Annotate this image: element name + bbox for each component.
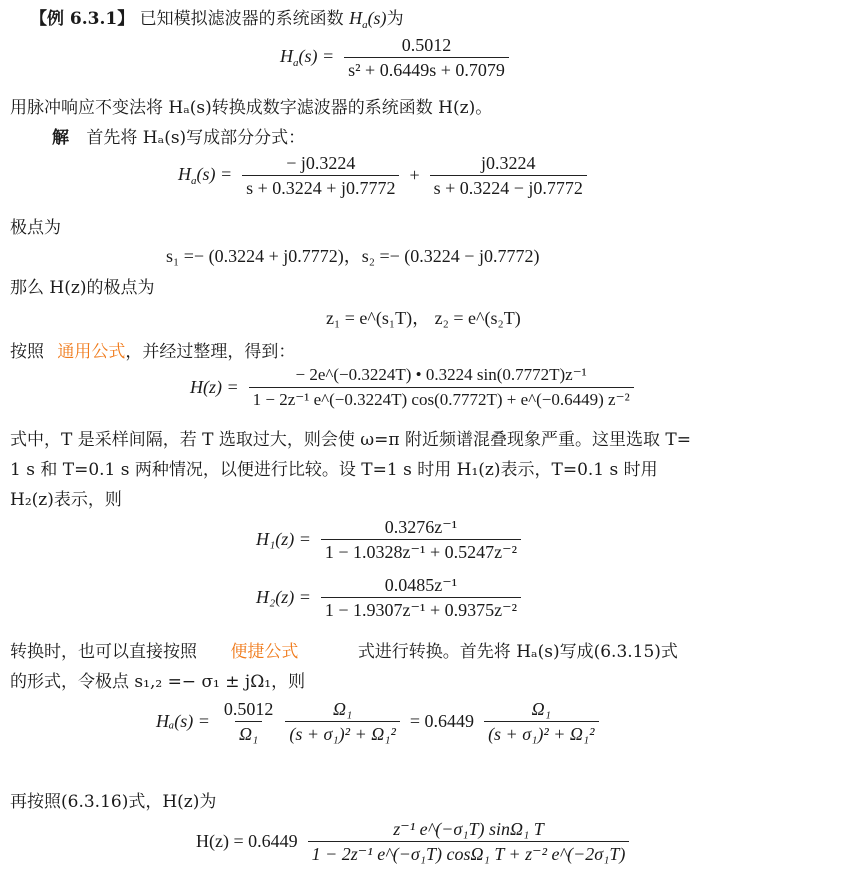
equation-pf-num-2: j0.3224 [481, 153, 536, 173]
equation-ha-standard [156, 698, 603, 745]
equation-h2 [256, 574, 525, 621]
equation-ha-num: 0.5012 [401, 35, 452, 55]
paragraph-line-2: 1 s 和 T=0.1 s 两种情况，以便进行比较。设 T=1 s 时用 H₁(z)表示，T=0.1 s 时用 [10, 460, 658, 480]
shortcut-formula-link[interactable]: 便捷公式 [230, 642, 299, 662]
equation-ha-standard-lhs: Hₐ(s) = [156, 711, 210, 731]
ha-symbol: $H_a(s)$ [349, 8, 387, 31]
equation-h2-lhs: H₂(z) = [256, 587, 311, 607]
method-line: 用脉冲响应不变法将 Hₐ(s)转换成数字滤波器的系统函数 H(z)。 [10, 98, 493, 118]
poles-label: 极点为 [10, 218, 61, 238]
example-intro-line [30, 6, 404, 37]
equation-partial-fractions [178, 152, 591, 199]
equation-ha [280, 34, 513, 81]
hz-poles-equation: z₁ = e^(s₁T)， z₂ = e^(s₂T) [326, 308, 521, 328]
hz-poles-label: 那么 H(z)的极点为 [10, 278, 155, 298]
eq5-f2-den: (s + σ₁)² + Ω₁² [285, 721, 400, 745]
example-intro-end: 为 [386, 9, 404, 29]
solution-text: 首先将 Hₐ(s)写成部分分式： [86, 128, 306, 148]
equation-ha-standard-fraction-2 [285, 698, 400, 745]
equation-pf-den-1: s + 0.3224 + j0.7772 [242, 175, 399, 199]
equation-ha-fraction [344, 34, 509, 81]
equation-h2-den: 1 − 1.9307z⁻¹ + 0.9375z⁻² [321, 597, 521, 621]
equation-ha-standard-fraction-3 [484, 698, 599, 745]
solution-line [52, 126, 305, 150]
paragraph-line-1: 式中，T 是采样间隔，若 T 选取过大，则会使 ω=π 附近频谱混叠现象严重。这里选取 T= [10, 430, 691, 450]
equation-h1-den: 1 − 1.0328z⁻¹ + 0.5247z⁻² [321, 539, 521, 563]
eq5-mid: = 0.6449 [409, 711, 475, 731]
convert-line-2: 的形式，令极点 s₁,₂ =− σ₁ ± jΩ₁，则 [10, 672, 306, 692]
equation-pf-fraction-1 [242, 152, 399, 199]
general-pre: 按照 [10, 342, 44, 362]
convert-post: 式进行转换。首先将 Hₐ(s)写成(6.3.15)式 [357, 642, 678, 662]
equation-hz-fraction [249, 364, 634, 411]
example-tag: 【例 6.3.1】 [30, 9, 135, 29]
general-formula-link[interactable]: 通用公式 [57, 342, 126, 362]
equation-hz-lhs: H(z) = [190, 377, 239, 397]
poles-equation: s₁ =− (0.3224 + j0.7772)，s₂ =− (0.3224 − j0.7772) [166, 246, 540, 266]
general-formula-line [10, 340, 295, 364]
equation-hz-final-fraction [308, 818, 630, 865]
paragraph-line-3: H₂(z)表示，则 [10, 490, 122, 510]
equation-hz-num: − 2e^(−0.3224T) • 0.3224 sin(0.7772T)z⁻¹ [295, 365, 587, 384]
plus-sign: + [409, 165, 420, 185]
equation-hz [190, 364, 638, 411]
equation-hz-final-lhs: H(z) = 0.6449 [196, 831, 298, 851]
eq5-f3-num: Ω₁ [531, 699, 551, 719]
equation-h2-num: 0.0485z⁻¹ [384, 575, 458, 595]
equation-ha-den: s² + 0.6449s + 0.7079 [344, 57, 509, 81]
final-label: 再按照(6.3.16)式，H(z)为 [10, 792, 217, 812]
equation-hz-final [196, 818, 633, 865]
eq5-f1-num: 0.5012 [223, 699, 274, 719]
eq5-f3-den: (s + σ₁)² + Ω₁² [484, 721, 599, 745]
general-post: ，并经过整理，得到： [125, 342, 296, 362]
equation-h1 [256, 516, 525, 563]
example-intro-text: 已知模拟滤波器的系统函数 [139, 9, 350, 29]
equation-pf-den-2: s + 0.3224 − j0.7772 [430, 175, 587, 199]
equation-h1-fraction [321, 516, 521, 563]
equation-h2-fraction [321, 574, 521, 621]
equation-pf-fraction-2 [430, 152, 587, 199]
equation-h1-num: 0.3276z⁻¹ [384, 517, 458, 537]
convert-pre: 转换时，也可以直接按照 [10, 642, 197, 662]
equation-pf-lhs: $H_a(s)$ = [178, 164, 233, 187]
equation-hz-final-den: 1 − 2z⁻¹ e^(−σ₁T) cosΩ₁ T + z⁻² e^(−2σ₁T) [308, 841, 630, 865]
equation-ha-standard-fraction-1 [220, 698, 278, 745]
convert-line-1 [10, 640, 678, 664]
solution-label: 解 [52, 128, 69, 148]
equation-h1-lhs: H₁(z) = [256, 529, 311, 549]
equation-hz-final-num: z⁻¹ e^(−σ₁T) sinΩ₁ T [393, 819, 544, 839]
eq5-f2-num: Ω₁ [333, 699, 353, 719]
equation-hz-den: 1 − 2z⁻¹ e^(−0.3224T) cos(0.7772T) + e^(−0.6449) z⁻² [249, 387, 634, 411]
equation-pf-num-1: − j0.3224 [286, 153, 356, 173]
eq5-f1-den: Ω₁ [235, 721, 262, 745]
equation-ha-lhs: $H_a(s)$ = [280, 46, 335, 69]
